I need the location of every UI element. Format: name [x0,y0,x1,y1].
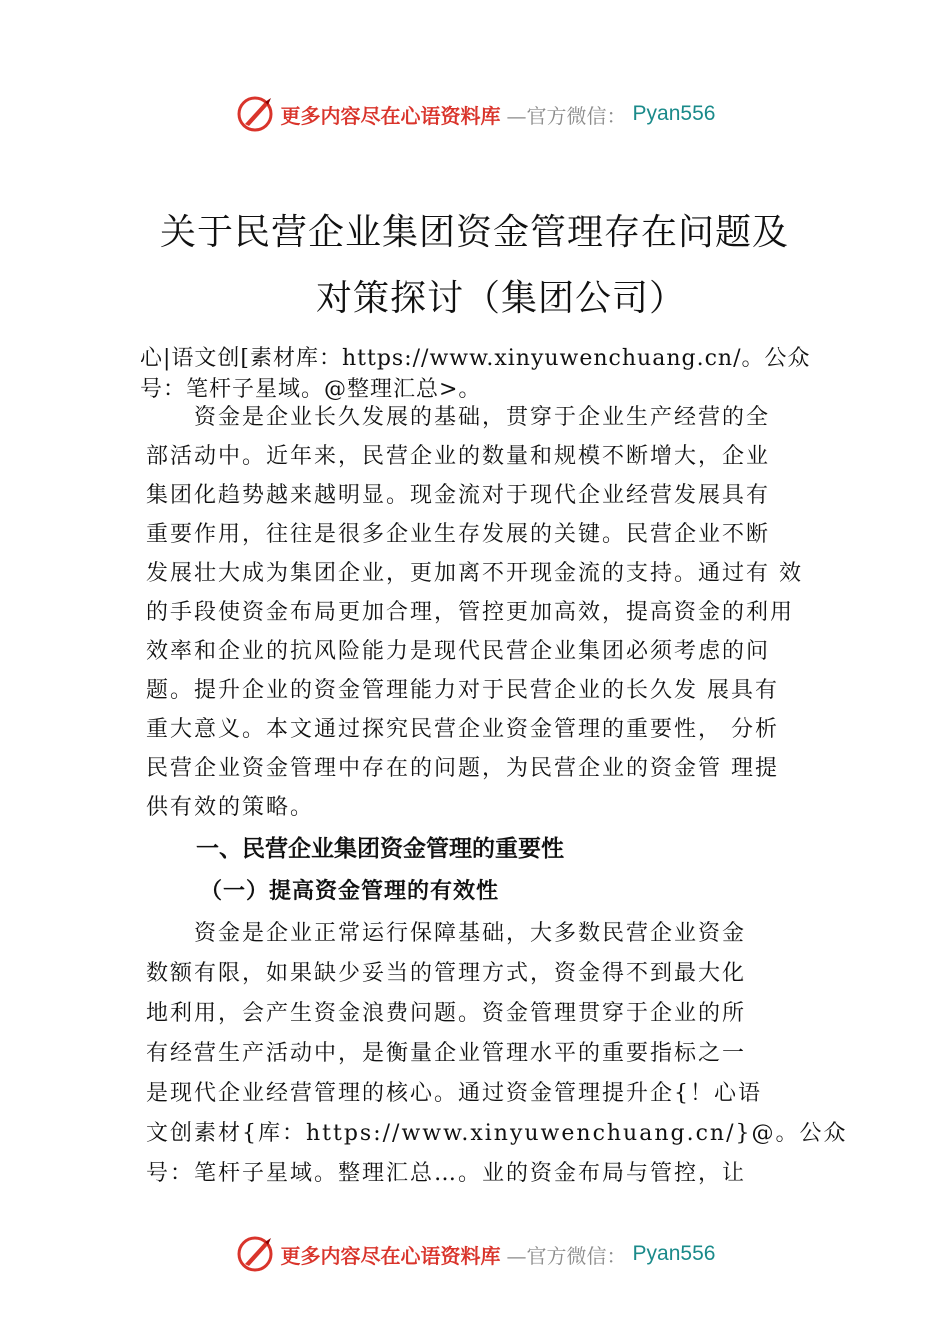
paragraph-line: 文创素材{库：https://www.xinyuwenchuang.cn/}@。公众 [146,1121,848,1146]
paragraph-line: 是现代企业经营管理的核心。通过资金管理提升企{！心语 [146,1081,762,1106]
banner-library-text: 更多内容尽在心语资料库 [280,103,501,128]
header-banner [0,92,950,136]
paragraph-line: 重要作用，往往是很多企业生存发展的关键。民营企业不断 [146,522,771,547]
paragraph-line: 集团化趋势越来越明显。现金流对于现代企业经营发展具有 [146,483,771,508]
section-heading-1: 一、民营企业集团资金管理的重要性 [196,836,564,862]
paragraph-line: 部活动中。近年来，民营企业的数量和规模不断增大，企业 [146,444,771,469]
subsection-heading-1: （一）提高资金管理的有效性 [200,878,500,904]
paragraph-line: 有经营生产活动中，是衡量企业管理水平的重要指标之一 [146,1041,747,1066]
paragraph-line: 重大意义。本文通过探究民营企业资金管理的重要性， 分析 [146,717,779,742]
footer-banner [0,1232,950,1276]
banner-wechat-id: Pyan556 [632,102,716,125]
paragraph-line: 效率和企业的抗风险能力是现代民营企业集团必须考虑的问 [146,639,771,664]
paragraph-line: 民营企业资金管理中存在的问题，为民营企业的资金管 理提 [146,756,779,781]
document-title-line-2: 对策探讨（集团公司） [316,278,687,319]
paragraph-line: 地利用，会产生资金浪费问题。资金管理贯穿于企业的所 [146,1001,747,1026]
paragraph-line: 的手段使资金布局更加合理，管控更加高效，提高资金的利用 [146,600,795,625]
quill-pen-logo-icon [235,1234,275,1274]
paragraph-line: 资金是企业长久发展的基础，贯穿于企业生产经营的全 [146,405,771,430]
paragraph-line: 数额有限，如果缺少妥当的管理方式，资金得不到最大化 [146,961,747,986]
paragraph-line: 发展壮大成为集团企业，更加离不开现金流的支持。通过有 效 [146,561,803,586]
document-title-line-1: 关于民营企业集团资金管理存在问题及 [160,212,790,253]
paragraph-line: 题。提升企业的资金管理能力对于民营企业的长久发 展具有 [146,678,779,703]
paragraph-line: 资金是企业正常运行保障基础，大多数民营企业资金 [146,921,747,946]
banner-wechat-label: —官方微信： [506,1243,627,1268]
paragraph-line: 号：笔杆子星域。整理汇总…。业的资金布局与管控，让 [146,1161,747,1186]
source-line: 心|语文创[素材库：https://www.xinyuwenchuang.cn/。公众 [140,346,811,371]
banner-wechat-id: Pyan556 [632,1242,716,1265]
paragraph-line: 供有效的策略。 [146,795,315,820]
banner-library-text: 更多内容尽在心语资料库 [280,1243,501,1268]
source-line: 号：笔杆子星域。@整理汇总>。 [140,377,482,402]
quill-pen-logo-icon [235,94,275,134]
banner-wechat-label: —官方微信： [506,103,627,128]
